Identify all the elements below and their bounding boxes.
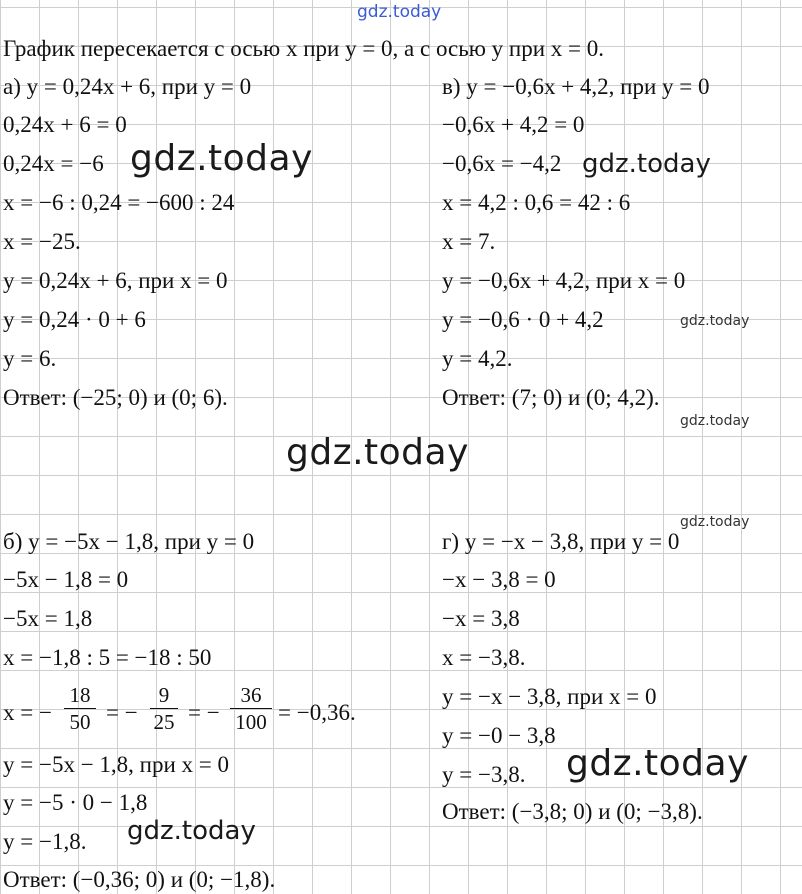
watermark-small-3: gdz.today bbox=[680, 514, 750, 530]
watermark-center: gdz.today bbox=[286, 432, 469, 473]
part-a-line-6: y = 0,24x + 6, при x = 0 bbox=[3, 268, 228, 293]
part-b-line-6: y = −5x − 1,8, при x = 0 bbox=[3, 752, 230, 777]
fraction-36-100 bbox=[230, 684, 272, 733]
part-g-line-6: y = −0 − 3,8 bbox=[442, 723, 556, 748]
part-g-line-5: y = −x − 3,8, при x = 0 bbox=[442, 684, 657, 709]
part-g-line-1: г) y = −x − 3,8, при y = 0 bbox=[442, 529, 680, 554]
intro-text: График пересекается с осью x при y = 0, а с осью y при x = 0. bbox=[3, 36, 605, 61]
part-b-line-5-suffix: = −0,36. bbox=[278, 700, 356, 725]
part-b-line-8: y = −1,8. bbox=[3, 829, 87, 854]
part-g-line-3: −x = 3,8 bbox=[442, 606, 520, 631]
part-b-answer: Ответ: (−0,36; 0) и (0; −1,8). bbox=[3, 867, 276, 892]
part-v-answer: Ответ: (7; 0) и (0; 4,2). bbox=[442, 385, 660, 410]
part-b-eq-2: = − bbox=[188, 700, 220, 725]
fraction-bar bbox=[150, 708, 178, 709]
fraction-numerator: 9 bbox=[158, 683, 170, 707]
part-b-line-4: x = −1,8 : 5 = −18 : 50 bbox=[3, 645, 212, 670]
part-g-line-4: x = −3,8. bbox=[442, 645, 526, 670]
part-v-line-3: −0,6x = −4,2 bbox=[442, 151, 562, 176]
fraction-denominator: 50 bbox=[69, 710, 91, 734]
part-a-line-3: 0,24x = −6 bbox=[3, 151, 104, 176]
part-b-line-5-prefix: x = − bbox=[3, 700, 52, 725]
watermark-top: gdz.today bbox=[357, 2, 442, 22]
fraction-denominator: 100 bbox=[235, 710, 267, 734]
part-v-line-1: в) y = −0,6x + 4,2, при y = 0 bbox=[442, 74, 710, 99]
part-b-line-1: б) y = −5x − 1,8, при y = 0 bbox=[3, 529, 255, 554]
part-v-line-7: y = −0,6 · 0 + 4,2 bbox=[442, 307, 604, 332]
part-g-line-2: −x − 3,8 = 0 bbox=[442, 567, 556, 592]
part-a-line-2: 0,24x + 6 = 0 bbox=[3, 112, 127, 137]
fraction-denominator: 25 bbox=[153, 710, 175, 734]
part-b-line-7: y = −5 · 0 − 1,8 bbox=[3, 790, 148, 815]
part-v-line-4: x = 4,2 : 0,6 = 42 : 6 bbox=[442, 190, 631, 215]
watermark-v: gdz.today bbox=[582, 149, 711, 179]
part-b-line-3: −5x = 1,8 bbox=[3, 606, 93, 631]
fraction-bar bbox=[230, 708, 272, 709]
part-b-line-2: −5x − 1,8 = 0 bbox=[3, 567, 129, 592]
part-g-line-7: y = −3,8. bbox=[442, 762, 526, 787]
part-a-line-8: y = 6. bbox=[3, 346, 57, 371]
part-a-line-1: а) y = 0,24x + 6, при y = 0 bbox=[3, 74, 252, 99]
part-v-line-5: x = 7. bbox=[442, 229, 496, 254]
part-a-answer: Ответ: (−25; 0) и (0; 6). bbox=[3, 385, 228, 410]
part-v-line-8: y = 4,2. bbox=[442, 346, 513, 371]
part-v-line-6: y = −0,6x + 4,2, при x = 0 bbox=[442, 268, 686, 293]
part-a-line-7: y = 0,24 · 0 + 6 bbox=[3, 307, 146, 332]
fraction-9-25 bbox=[150, 684, 178, 733]
watermark-small-2: gdz.today bbox=[680, 413, 750, 429]
fraction-bar bbox=[64, 708, 96, 709]
watermark-b: gdz.today bbox=[127, 816, 256, 846]
part-g-answer: Ответ: (−3,8; 0) и (0; −3,8). bbox=[442, 799, 703, 824]
fraction-18-50 bbox=[64, 684, 96, 733]
watermark-small-1: gdz.today bbox=[680, 313, 750, 329]
fraction-numerator: 36 bbox=[240, 683, 262, 707]
watermark-g: gdz.today bbox=[566, 743, 749, 784]
part-v-line-2: −0,6x + 4,2 = 0 bbox=[442, 112, 585, 137]
part-a-line-4: x = −6 : 0,24 = −600 : 24 bbox=[3, 190, 235, 215]
watermark-a: gdz.today bbox=[130, 138, 313, 179]
part-a-line-5: x = −25. bbox=[3, 229, 81, 254]
fraction-numerator: 18 bbox=[69, 683, 91, 707]
part-b-eq-1: = − bbox=[106, 700, 138, 725]
